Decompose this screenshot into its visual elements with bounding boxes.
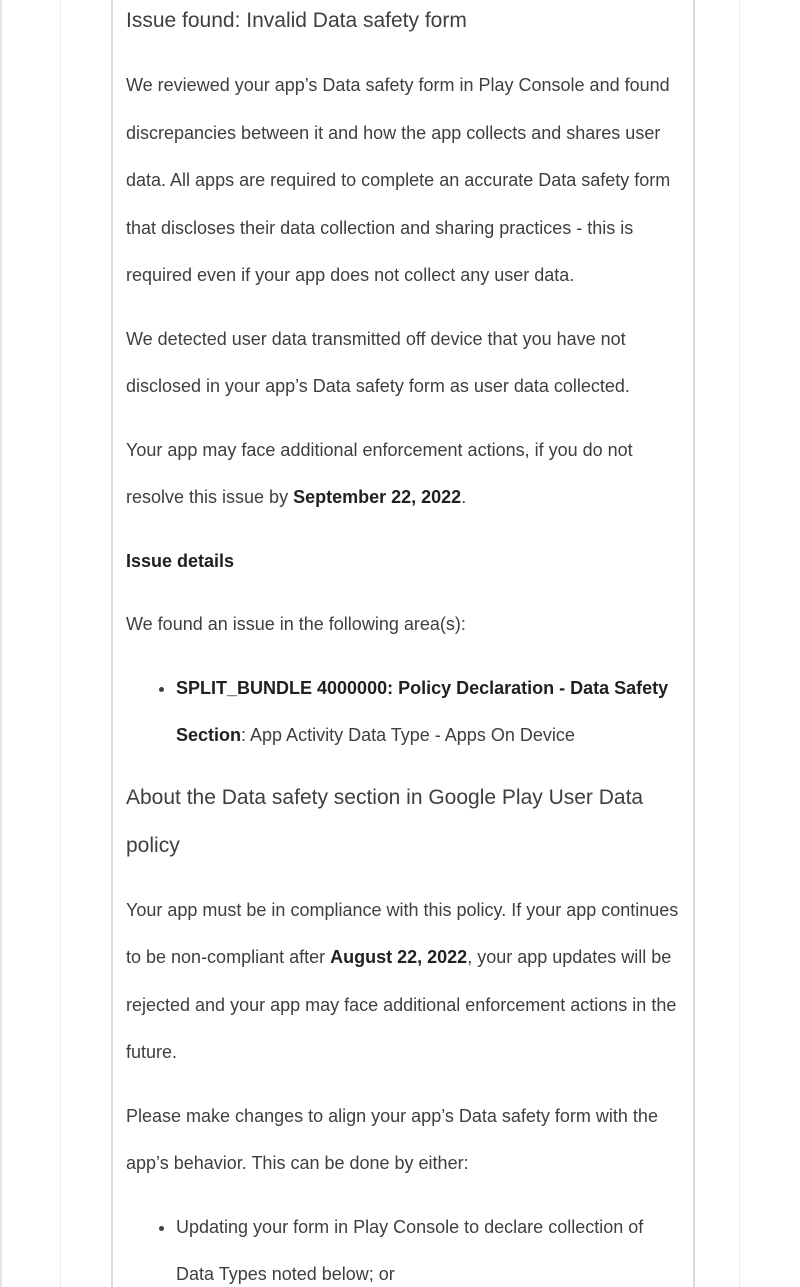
deadline-date: September 22, 2022 — [293, 487, 462, 507]
detection-paragraph: We detected user data transmitted off device that you have not disclosed in your app’s Data safety form as user data collected. — [126, 328, 630, 396]
options-list — [126, 1204, 679, 1287]
enforcement-text: Your app may face additional enforcement actions, if you do not resolve this issue by — [126, 439, 633, 507]
left-edge-divider — [0, 0, 2, 1287]
option-item: • Updating your form in Play Console to declare collection of Data Types noted below; or — [176, 1204, 679, 1287]
compliance-text: Your app must be in compliance with this policy. If your app continues to be non-compliant after — [126, 899, 679, 967]
issue-title: Issue found: Invalid Data safety form — [126, 9, 467, 32]
enforcement-paragraph — [126, 427, 679, 522]
compliance-text-end: , your app updates will be rejected and your app may face additional enforcement actions in the future. — [126, 947, 677, 1062]
enforcement-text-end: . — [461, 487, 467, 507]
issue-area-list — [126, 665, 679, 760]
review-paragraph: We reviewed your app’s Data safety form in Play Console and found discrepancies between it and how the app collects and shares user data. All apps are required to complete an accurate Data safety form that discloses their data collection and sharing practices - this is required even if your app does not collect any user data. — [126, 75, 671, 285]
compliance-paragraph — [126, 887, 679, 1077]
policy-section-title: About the Data safety section in Google Play User Data policy — [126, 785, 644, 857]
issue-area-bold: SPLIT_BUNDLE 4000000: Policy Declaration - Data Safety Section — [176, 677, 669, 745]
changes-paragraph: Please make changes to align your app’s Data safety form with the app’s behavior. This can be done by either: — [126, 1105, 658, 1173]
issue-area-item — [176, 665, 679, 760]
email-body-card — [111, 0, 695, 1287]
compliance-date: August 22, 2022 — [330, 947, 468, 967]
issue-area-detail: : App Activity Data Type - Apps On Device — [241, 725, 575, 745]
issue-details-heading: Issue details — [126, 550, 235, 571]
areas-intro: We found an issue in the following area(s): — [126, 614, 466, 634]
